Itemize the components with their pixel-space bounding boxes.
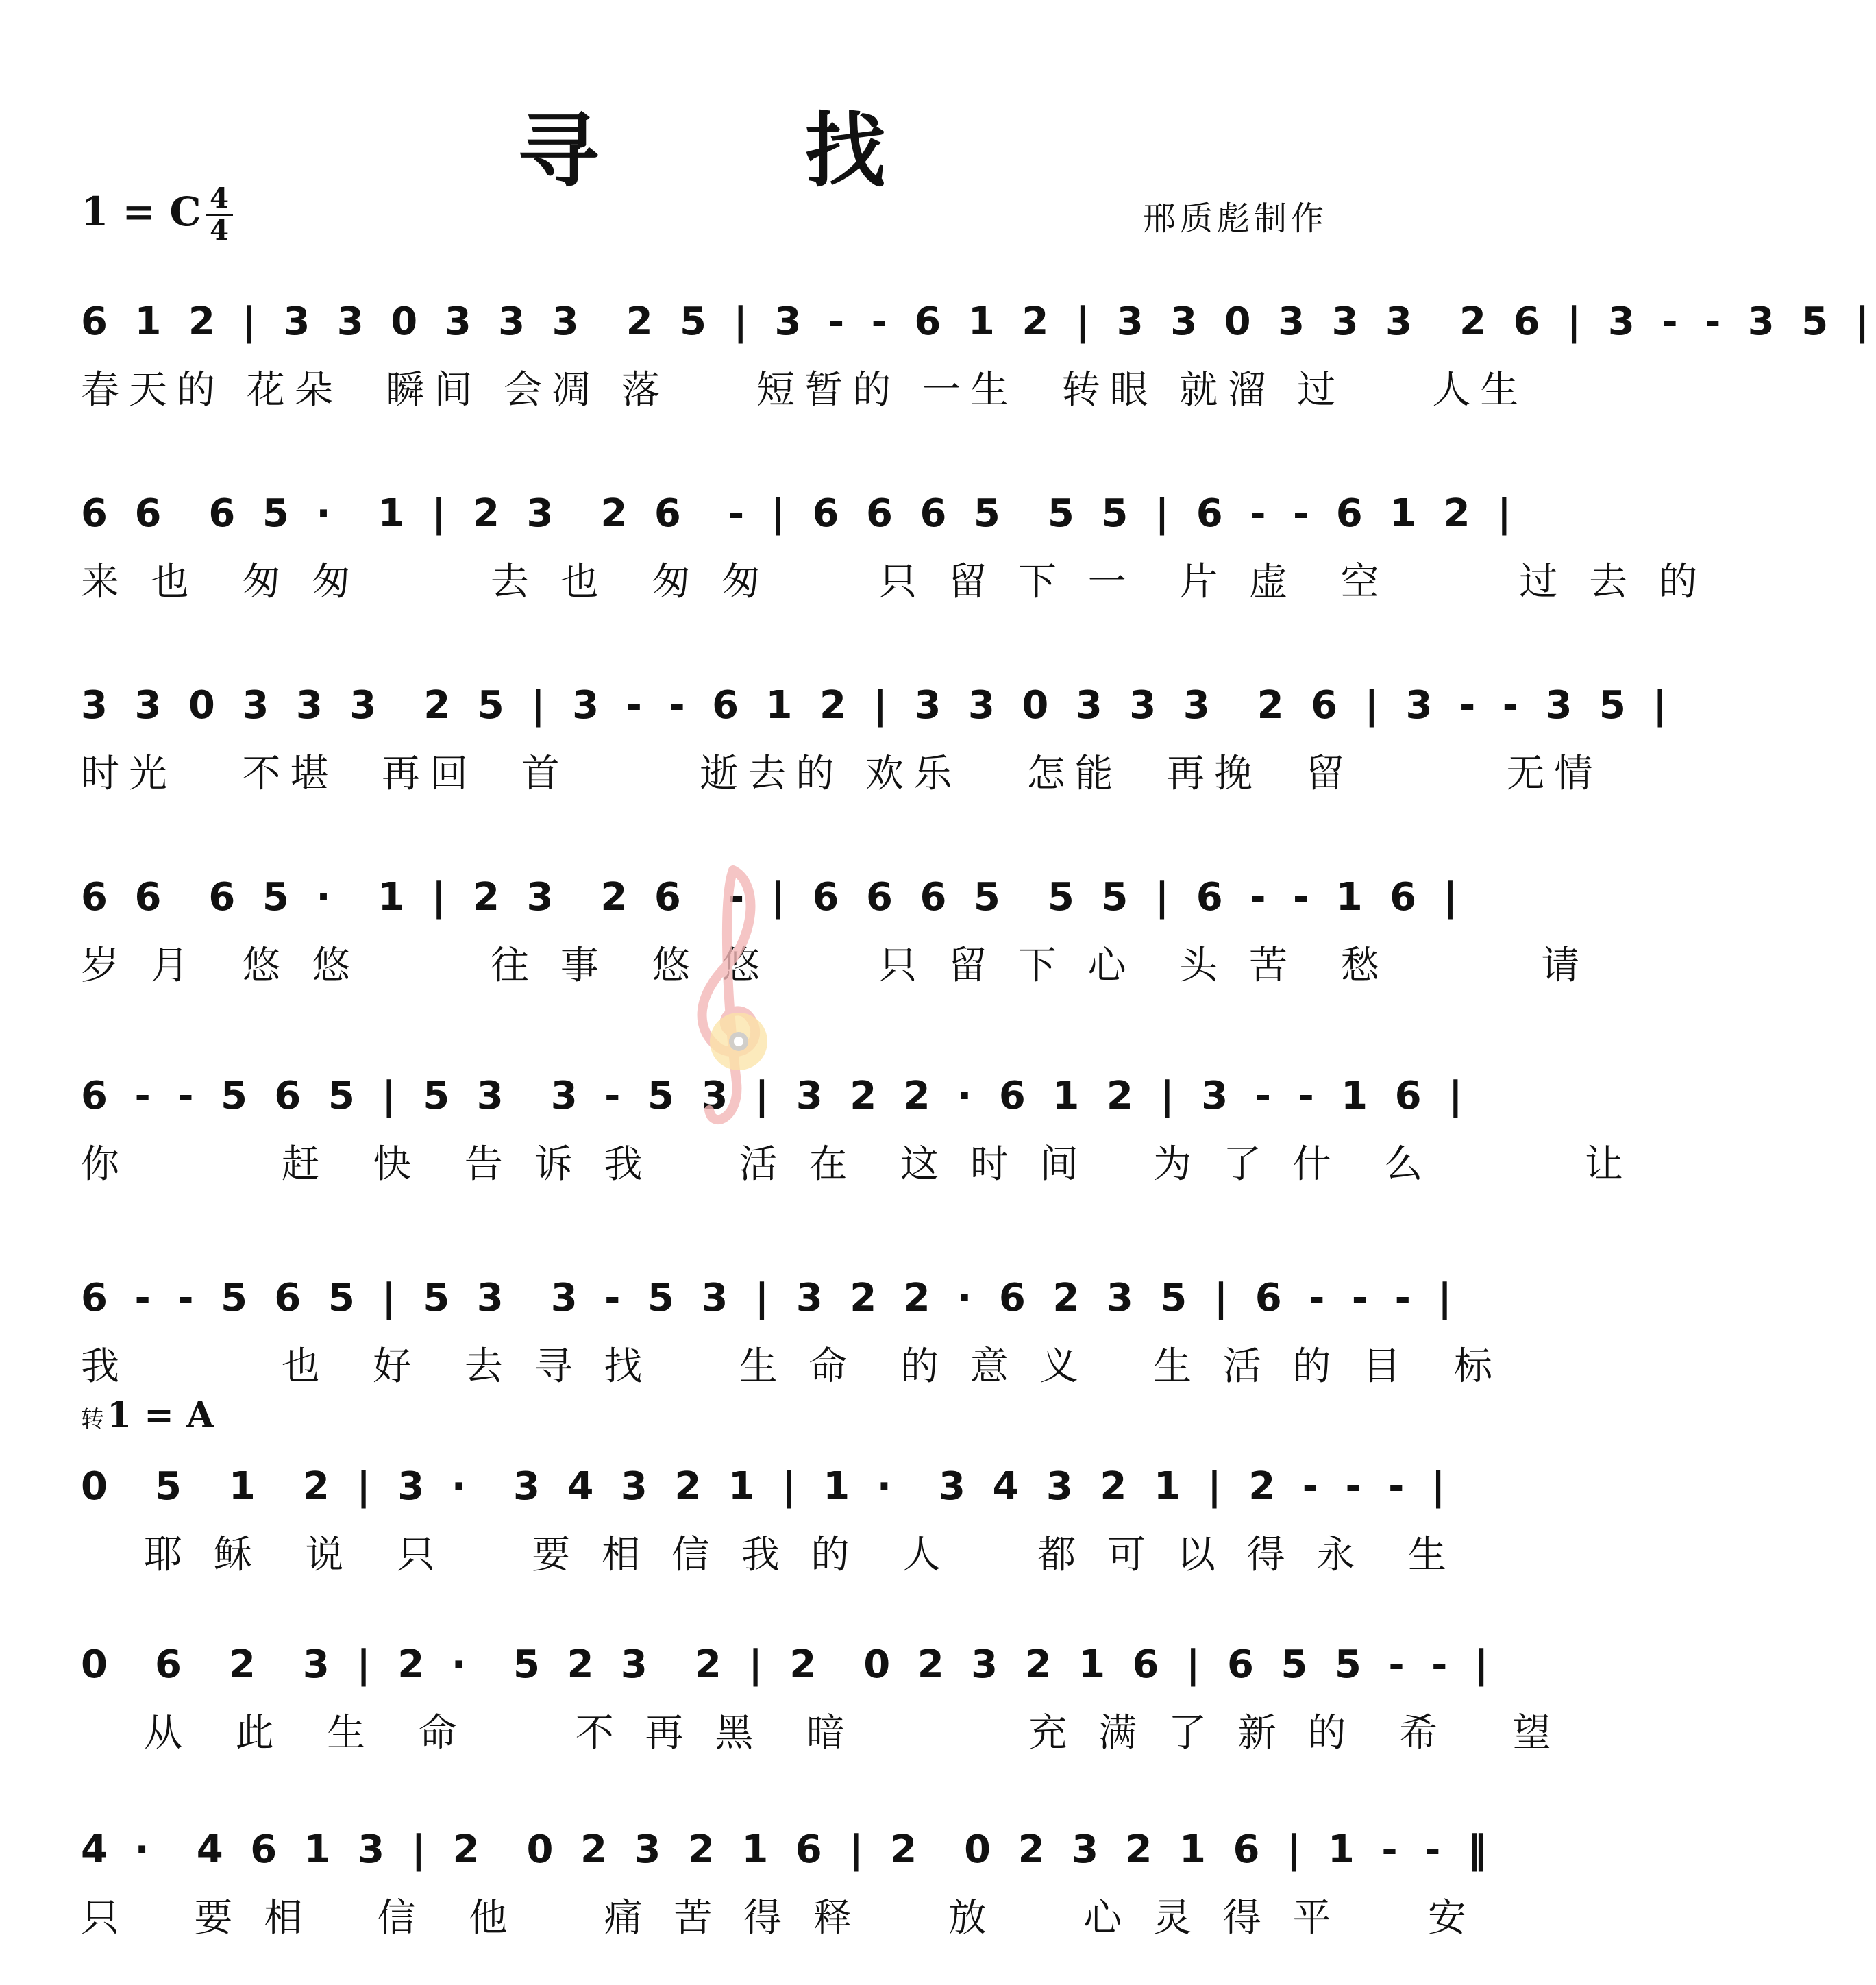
staff-notes: 0 6 2 3 | 2 · 5 2 3 2 | 2 0 2 3 2 1 6 | 6 5 5 - - | bbox=[81, 1642, 1496, 1687]
key-modulation bbox=[81, 1394, 214, 1436]
staff-lyrics: 春天的 花朵 瞬间 会凋 落 短暂的 一生 转眼 就溜 过 人生 bbox=[81, 368, 1529, 412]
modulation-key: 1 = A bbox=[107, 1394, 214, 1436]
staff-lyrics: 你 赶 快 告 诉 我 活 在 这 时 间 为 了 什 么 让 bbox=[81, 1142, 1633, 1187]
staff-notes: 0 5 1 2 | 3 · 3 4 3 2 1 | 1 · 3 4 3 2 1 | 2 - - - | bbox=[81, 1464, 1453, 1509]
staff-notes: 6 1 2 | 3 3 0 3 3 3 2 5 | 3 - - 6 1 2 | 3 3 0 3 3 3 2 6 | 3 - - 3 5 | bbox=[81, 299, 1876, 344]
staff-lyrics: 时光 不堪 再回 首 逝去的 欢乐 怎能 再挽 留 无情 bbox=[81, 752, 1603, 796]
staff-lyrics: 来 也 匆 匆 去 也 匆 匆 只 留 下 一 片 虚 空 过 去 的 bbox=[81, 560, 1707, 604]
credit-text: 邢质彪制作 bbox=[1142, 199, 1328, 238]
key-signature: 1 = C bbox=[81, 188, 201, 235]
time-signature bbox=[206, 182, 233, 247]
staff-lyrics: 耶 稣 说 只 要 相 信 我 的 人 都 可 以 得 永 生 bbox=[144, 1533, 1457, 1577]
staff-lyrics: 岁 月 悠 悠 往 事 悠 悠 只 留 下 心 头 苦 愁 请 bbox=[81, 944, 1590, 988]
treble-clef-watermark-icon bbox=[685, 856, 781, 1144]
modulation-prefix: 转 bbox=[81, 1406, 104, 1433]
time-signature-bottom: 4 bbox=[210, 214, 229, 247]
staff-notes: 4 · 4 6 1 3 | 2 0 2 3 2 1 6 | 2 0 2 3 2 1 6 | 1 - - ‖ bbox=[81, 1827, 1494, 1872]
song-title: 寻 找 bbox=[517, 103, 975, 198]
staff-notes: 3 3 0 3 3 3 2 5 | 3 - - 6 1 2 | 3 3 0 3 3 3 2 6 | 3 - - 3 5 | bbox=[81, 683, 1674, 728]
staff-lyrics: 只 要 相 信 他 痛 苦 得 释 放 心 灵 得 平 安 bbox=[81, 1896, 1476, 1940]
staff-notes: 6 6 6 5 · 1 | 2 3 2 6 - | 6 6 6 5 5 5 | 6 - - 6 1 2 | bbox=[81, 491, 1518, 536]
time-signature-top: 4 bbox=[210, 182, 229, 214]
staff-lyrics: 我 也 好 去 寻 找 生 命 的 意 义 生 活 的 目 标 bbox=[81, 1344, 1503, 1389]
staff-notes: 6 6 6 5 · 1 | 2 3 2 6 - | 6 6 6 5 5 5 | 6 - - 1 6 | bbox=[81, 875, 1465, 920]
staff-notes: 6 - - 5 6 5 | 5 3 3 - 5 3 | 3 2 2 · 6 1 2 | 3 - - 1 6 | bbox=[81, 1074, 1470, 1118]
staff-lyrics: 从 此 生 命 不 再 黑 暗 充 满 了 新 的 希 望 bbox=[144, 1711, 1561, 1755]
staff-notes: 6 - - 5 6 5 | 5 3 3 - 5 3 | 3 2 2 · 6 2 3 5 | 6 - - - | bbox=[81, 1276, 1459, 1320]
